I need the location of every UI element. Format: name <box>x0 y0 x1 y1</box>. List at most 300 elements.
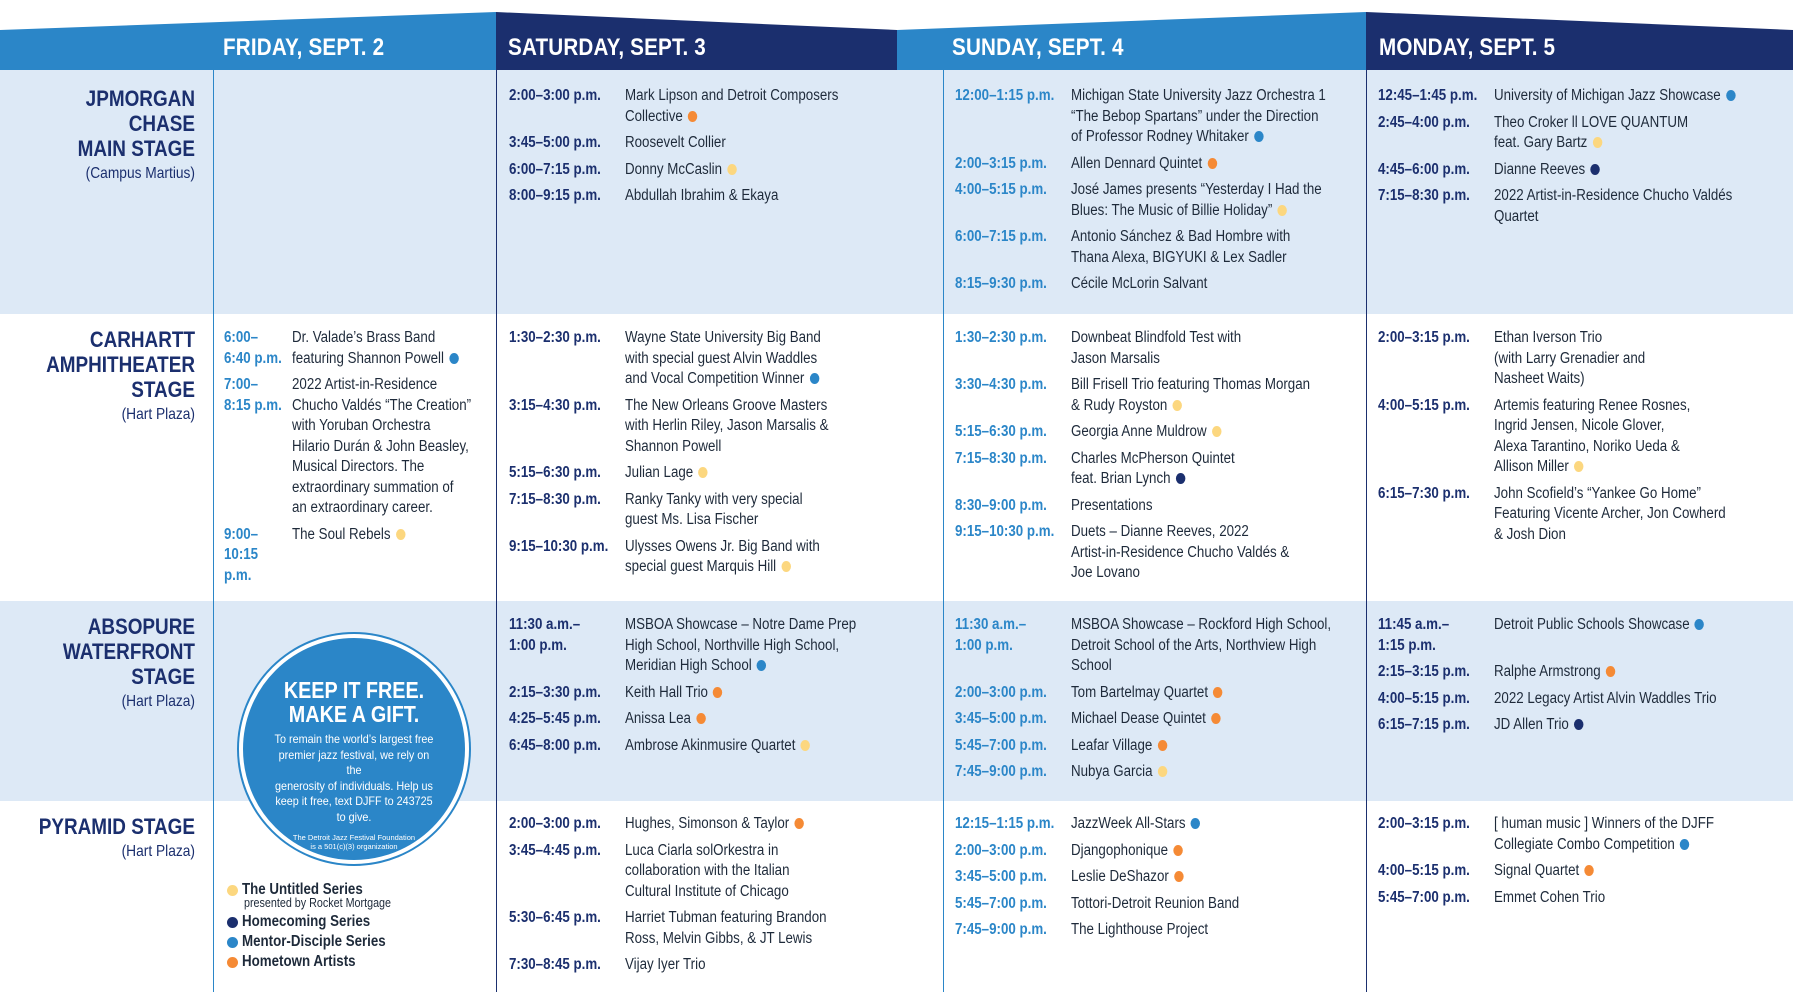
event-row <box>509 133 873 154</box>
blue-dot-icon <box>1726 90 1735 101</box>
blue-dot-icon <box>757 660 766 671</box>
stage-label-waterfront <box>0 614 195 711</box>
event-row <box>955 894 1267 915</box>
event-name-text: Vijay Iyer Trio <box>625 956 706 973</box>
event-name <box>1071 154 1326 175</box>
stage-label-main <box>0 86 195 183</box>
event-row <box>509 841 859 903</box>
event-time: 8:15–9:30 p.m. <box>955 275 1047 292</box>
event-time: 8:30–9:00 p.m. <box>955 496 1047 514</box>
event-time: 7:30–8:45 p.m. <box>509 956 601 973</box>
navy-dot-icon <box>1176 473 1185 484</box>
event-row <box>509 709 894 730</box>
event-name-text: Djangophonique <box>1071 841 1169 859</box>
legend-label: Hometown Artists <box>242 953 356 970</box>
event-name-text: Wayne State University Big Band with special guest Alvin Waddles and Vocal Competition Winner <box>625 329 821 387</box>
event-name <box>1494 888 1714 909</box>
event-name <box>1071 762 1331 783</box>
event-name <box>625 186 838 207</box>
cell-stage3-sun <box>955 814 1267 947</box>
event-row <box>1378 662 1753 683</box>
navy-dot-icon <box>1590 164 1599 175</box>
event-name <box>1071 86 1326 148</box>
event-row <box>1378 160 1775 181</box>
event-time: 6:00– 6:40 p.m. <box>224 329 282 367</box>
event-name <box>1071 274 1326 295</box>
event-row <box>955 328 1349 369</box>
event-row <box>224 328 500 369</box>
stage-name: JPMORGAN CHASE MAIN STAGE <box>77 86 195 161</box>
event-name <box>625 908 827 949</box>
event-name-text: MSBOA Showcase – Rockford High School, Detroit School of the Arts, Northview High School <box>1071 616 1332 674</box>
event-time: 5:45–7:00 p.m. <box>955 894 1047 912</box>
event-time: 7:15–8:30 p.m. <box>955 449 1047 467</box>
cell-stage2-sat <box>509 615 894 762</box>
event-time: 4:00–5:15 p.m. <box>1378 396 1470 414</box>
event-name-text: Tom Bartelmay Quartet <box>1071 683 1209 701</box>
event-name <box>625 955 827 976</box>
event-name <box>625 490 828 531</box>
event-name <box>625 841 827 903</box>
orange-dot-icon <box>1606 666 1615 677</box>
event-name-text: Cécile McLorin Salvant <box>1071 275 1208 292</box>
event-name-text: Anissa Lea <box>625 710 691 727</box>
event-name <box>1494 186 1735 227</box>
event-name-text: John Scofield’s “Yankee Go Home” Featuring Vicente Archer, Jon Cowherd & Josh Dion <box>1494 484 1726 543</box>
orange-dot-icon <box>1207 158 1216 169</box>
event-name <box>1494 160 1735 181</box>
event-row <box>1378 484 1763 546</box>
event-name-text: Tottori-Detroit Reunion Band <box>1071 894 1240 912</box>
event-row <box>1378 689 1753 710</box>
event-name <box>1071 814 1239 835</box>
event-time: 2:15–3:15 p.m. <box>1378 663 1470 680</box>
event-name-text: Keith Hall Trio <box>625 683 708 701</box>
event-name-text: [ human music ] Winners of the DJFF Collegiate Combo Competition <box>1494 815 1715 853</box>
event-name <box>1071 227 1326 268</box>
event-row <box>955 227 1367 268</box>
event-time: 7:45–9:00 p.m. <box>955 921 1047 938</box>
event-name-text: Julian Lage <box>625 464 694 481</box>
event-time: 12:00–1:15 p.m. <box>955 87 1055 104</box>
event-name-text: Michigan State University Jazz Orchestra 1 “The Bebop Spartans” under the Direction of Professor Rodney Whitaker <box>1071 87 1326 145</box>
event-name-text: Hughes, Simonson & Taylor <box>625 815 790 832</box>
event-name-text: Allen Dennard Quintet <box>1071 154 1203 172</box>
event-row <box>1378 888 1750 909</box>
event-name-text: Artemis featuring Renee Rosnes, Ingrid Jensen, Nicole Glover, Alexa Tarantino, Noriko Ueda & Allison Miller <box>1494 396 1691 475</box>
event-row <box>1378 86 1775 107</box>
event-name <box>625 814 827 835</box>
event-time: 11:30 a.m.– 1:00 p.m. <box>955 616 1027 654</box>
event-time: 6:15–7:15 p.m. <box>1378 716 1470 733</box>
event-name <box>625 133 838 154</box>
day-header-monday: MONDAY, SEPT. 5 <box>1379 34 1556 61</box>
event-name-text: Signal Quartet <box>1494 862 1580 879</box>
yellow-dot-icon <box>396 529 405 540</box>
event-row <box>509 186 873 207</box>
stage-label-pyramid <box>0 814 195 861</box>
event-time: 12:15–1:15 p.m. <box>955 815 1055 832</box>
orange-dot-icon <box>1211 713 1220 724</box>
event-row <box>955 867 1267 888</box>
event-name <box>1071 615 1331 677</box>
event-row <box>1378 113 1775 154</box>
event-time: 4:00–5:15 p.m. <box>955 181 1047 198</box>
event-name-text: Luca Ciarla solOrkestra in collaboration with the Italian Cultural Institute of Chicago <box>625 841 790 900</box>
cell-stage2-mon <box>1378 615 1753 742</box>
event-time: 11:45 a.m.– 1:15 p.m. <box>1378 616 1450 654</box>
event-row <box>955 496 1349 517</box>
legend-item-hometown <box>227 952 415 972</box>
blue-dot-icon <box>449 353 458 364</box>
event-name-text: MSBOA Showcase – Notre Dame Prep High School, Northville High School, Meridian High School <box>625 616 857 674</box>
event-name-text: Ranky Tanky with very special guest Ms. Lisa Fischer <box>625 490 803 528</box>
cell-stage1-sun <box>955 328 1349 590</box>
event-time: 1:30–2:30 p.m. <box>955 329 1047 346</box>
stage-name: ABSOPURE WATERFRONT STAGE <box>62 614 195 689</box>
event-row <box>955 274 1367 295</box>
event-time: 12:45–1:45 p.m. <box>1378 87 1478 104</box>
event-time: 5:45–7:00 p.m. <box>1378 888 1470 906</box>
event-row <box>509 160 873 181</box>
event-time: 3:45–4:45 p.m. <box>509 841 601 859</box>
event-time: 2:00–3:00 p.m. <box>955 683 1047 701</box>
yellow-dot-icon <box>1212 426 1221 437</box>
yellow-dot-icon <box>698 467 707 478</box>
event-row <box>1378 715 1753 736</box>
event-name <box>625 160 838 181</box>
event-name <box>625 615 856 677</box>
event-row <box>955 736 1373 757</box>
yellow-dot-icon <box>1574 461 1583 472</box>
event-time: 5:15–6:30 p.m. <box>955 423 1047 440</box>
event-row <box>955 375 1349 416</box>
event-name <box>292 525 471 587</box>
legend-label: The Untitled Series <box>242 881 363 898</box>
event-row <box>509 396 862 458</box>
event-row <box>509 615 894 677</box>
orange-dot-icon <box>1174 871 1183 882</box>
event-row <box>955 920 1267 941</box>
legend-label: Mentor-Disciple Series <box>242 933 386 950</box>
event-row <box>955 154 1367 175</box>
event-name-text: Detroit Public Schools Showcase <box>1494 616 1690 633</box>
event-name-text: Abdullah Ibrahim & Ekaya <box>625 187 779 204</box>
event-name <box>625 709 856 730</box>
event-name <box>1071 422 1310 443</box>
orange-dot-icon <box>227 957 238 968</box>
event-row <box>955 615 1373 677</box>
yellow-dot-icon <box>1172 400 1181 411</box>
event-row <box>509 490 862 531</box>
event-row <box>509 328 862 390</box>
event-time: 4:45–6:00 p.m. <box>1378 160 1470 178</box>
event-name <box>1494 861 1714 882</box>
stage-location: (Hart Plaza) <box>121 406 195 423</box>
event-name-text: Ethan Iverson Trio (with Larry Grenadier and Nasheet Waits) <box>1494 329 1646 387</box>
event-row <box>955 449 1349 490</box>
event-name <box>1494 615 1717 656</box>
event-time: 7:45–9:00 p.m. <box>955 763 1047 780</box>
yellow-dot-icon <box>1593 137 1602 148</box>
event-time: 6:45–8:00 p.m. <box>509 736 601 754</box>
event-name-text: Bill Frisell Trio featuring Thomas Morgan & Rudy Royston <box>1071 376 1311 414</box>
event-row <box>509 908 859 949</box>
event-row <box>955 180 1367 221</box>
orange-dot-icon <box>794 818 803 829</box>
legend-item-mentor <box>227 932 415 952</box>
event-time: 2:00–3:15 p.m. <box>1378 329 1470 346</box>
series-legend <box>227 880 415 972</box>
event-name-text: José James presents “Yesterday I Had the Blues: The Music of Billie Holiday” <box>1071 181 1322 219</box>
event-name <box>1494 86 1735 107</box>
event-name-text: Emmet Cohen Trio <box>1494 888 1606 906</box>
event-name-text: Theo Croker ll LOVE QUANTUM feat. Gary Bartz <box>1494 113 1689 151</box>
event-row <box>1378 328 1763 390</box>
event-time: 4:00–5:15 p.m. <box>1378 862 1470 879</box>
blue-dot-icon <box>227 937 238 948</box>
event-name-text: Michael Dease Quintet <box>1071 710 1206 727</box>
event-name-text: Donny McCaslin <box>625 160 723 178</box>
legend-sublabel: presented by Rocket Mortgage <box>244 896 392 910</box>
event-time: 7:15–8:30 p.m. <box>509 490 601 508</box>
navy-dot-icon <box>227 917 238 928</box>
event-time: 11:30 a.m.– 1:00 p.m. <box>509 616 581 654</box>
event-row <box>509 955 859 976</box>
event-name <box>625 463 828 484</box>
orange-dot-icon <box>713 687 722 698</box>
event-row <box>955 86 1367 148</box>
event-name <box>1494 113 1735 154</box>
event-row <box>1378 186 1775 227</box>
event-row <box>224 525 500 587</box>
event-row <box>955 422 1349 443</box>
event-name <box>625 396 828 458</box>
event-name <box>1494 814 1714 855</box>
navy-dot-icon <box>1574 719 1583 730</box>
event-time: 6:15–7:30 p.m. <box>1378 484 1470 502</box>
event-time: 4:25–5:45 p.m. <box>509 710 601 727</box>
event-time: 9:15–10:30 p.m. <box>509 537 609 555</box>
event-time: 2:15–3:30 p.m. <box>509 683 601 701</box>
event-name <box>1071 180 1326 221</box>
day-header-friday: FRIDAY, SEPT. 2 <box>223 34 385 61</box>
event-time: 8:00–9:15 p.m. <box>509 187 601 204</box>
orange-dot-icon <box>1213 687 1222 698</box>
event-name <box>1071 894 1239 915</box>
yellow-dot-icon <box>227 885 238 896</box>
event-time: 3:30–4:30 p.m. <box>955 376 1047 393</box>
event-time: 9:15–10:30 p.m. <box>955 523 1055 540</box>
legend-item-homecoming <box>227 912 415 932</box>
cell-stage1-mon <box>1378 328 1763 551</box>
event-time: 2:00–3:00 p.m. <box>509 87 601 104</box>
event-name <box>1071 496 1310 517</box>
event-name-text: The Soul Rebels <box>292 525 391 543</box>
cell-stage3-mon <box>1378 814 1750 914</box>
yellow-dot-icon <box>727 164 736 175</box>
event-name <box>1494 715 1717 736</box>
event-name-text: Presentations <box>1071 496 1153 514</box>
event-time: 1:30–2:30 p.m. <box>509 329 601 346</box>
event-time: 3:45–5:00 p.m. <box>955 868 1047 885</box>
event-time: 2:00–3:00 p.m. <box>509 815 601 832</box>
donate-body: To remain the world’s largest free premier jazz festival, we rely on the generosity of individuals. Help us keep it free, text DJFF to 243725 to give. <box>274 732 434 824</box>
event-row <box>1378 861 1750 882</box>
cell-stage3-sat <box>509 814 859 982</box>
event-row <box>509 537 862 578</box>
event-time: 6:00–7:15 p.m. <box>955 228 1047 245</box>
event-name <box>292 375 471 519</box>
event-name-text: Roosevelt Collier <box>625 134 726 151</box>
event-name-text: Leafar Village <box>1071 736 1153 754</box>
event-name <box>1494 328 1726 390</box>
event-time: 2:00–3:15 p.m. <box>955 154 1047 172</box>
event-row <box>509 814 859 835</box>
stage-name: PYRAMID STAGE <box>38 814 195 839</box>
divider-sat-sun <box>943 70 944 992</box>
event-name <box>1071 709 1331 730</box>
blue-dot-icon <box>1191 818 1200 829</box>
event-time: 3:15–4:30 p.m. <box>509 396 601 414</box>
stage-location: (Campus Martius) <box>85 165 195 182</box>
event-name-text: Harriet Tubman featuring Brandon Ross, Melvin Gibbs, & JT Lewis <box>625 909 827 947</box>
donate-title: KEEP IT FREE. MAKE A GIFT. <box>283 677 425 727</box>
event-name <box>625 537 828 578</box>
event-name <box>1071 867 1239 888</box>
event-name <box>1494 484 1726 546</box>
day-header-sunday: SUNDAY, SEPT. 4 <box>952 34 1124 61</box>
event-time: 3:45–5:00 p.m. <box>955 710 1047 727</box>
event-time: 5:15–6:30 p.m. <box>509 464 601 481</box>
event-name <box>1494 396 1726 478</box>
event-name <box>1071 736 1331 757</box>
orange-dot-icon <box>1173 845 1182 856</box>
day-header-saturday: SATURDAY, SEPT. 3 <box>508 34 706 61</box>
event-name-text: Antonio Sánchez & Bad Hombre with Thana Alexa, BIGYUKI & Lex Sadler <box>1071 228 1291 266</box>
event-name <box>1071 920 1239 941</box>
event-time: 3:45–5:00 p.m. <box>509 134 601 151</box>
event-name <box>1494 662 1717 683</box>
orange-dot-icon <box>696 713 705 724</box>
yellow-dot-icon <box>1277 205 1286 216</box>
stage-location: (Hart Plaza) <box>121 693 195 710</box>
yellow-dot-icon <box>781 561 790 572</box>
divider-stage-fri <box>213 70 214 992</box>
cell-stage2-sun <box>955 615 1373 789</box>
event-time: 6:00–7:15 p.m. <box>509 160 601 178</box>
event-name-text: Ambrose Akinmusire Quartet <box>625 736 796 754</box>
event-name-text: Dianne Reeves <box>1494 160 1586 178</box>
event-time: 2:45–4:00 p.m. <box>1378 113 1470 131</box>
event-name-text: Leslie DeShazor <box>1071 868 1169 885</box>
event-row <box>955 709 1373 730</box>
event-name <box>625 86 838 127</box>
event-name <box>625 736 856 757</box>
legend-label: Homecoming Series <box>242 913 371 930</box>
event-name-text: 2022 Artist-in-Residence Chucho Valdés Quartet <box>1494 187 1733 225</box>
event-name <box>1071 328 1310 369</box>
event-name-text: 2022 Artist-in-Residence Chucho Valdés “The Creation” with Yoruban Orchestra Hilario Durán & John Beasley, Musical Directors. The extraordinary summation of an extraordinary career. <box>292 376 472 516</box>
cell-stage1-fri <box>224 328 500 592</box>
cell-stage0-sat <box>509 86 873 213</box>
event-row <box>509 683 894 704</box>
event-row <box>955 522 1349 584</box>
event-time: 2:00–3:15 p.m. <box>1378 815 1470 832</box>
orange-dot-icon <box>1584 865 1593 876</box>
event-row <box>224 375 500 519</box>
event-name <box>1494 689 1717 710</box>
event-row <box>955 814 1267 835</box>
donate-badge[interactable] <box>239 634 469 864</box>
event-name <box>1071 375 1310 416</box>
event-time: 9:00– 10:15 p.m. <box>224 525 259 584</box>
event-name-text: Ralphe Armstrong <box>1494 663 1601 680</box>
blue-dot-icon <box>1695 619 1704 630</box>
event-time: 5:30–6:45 p.m. <box>509 909 601 926</box>
event-name-text: Downbeat Blindfold Test with Jason Marsalis <box>1071 329 1242 367</box>
donate-foot: The Detroit Jazz Festival Foundation is a 501(c)(3) organization <box>292 833 416 851</box>
event-name <box>1071 449 1310 490</box>
stage-name: CARHARTT AMPHITHEATER STAGE <box>46 327 195 402</box>
event-time: 7:00– 8:15 p.m. <box>224 376 282 414</box>
event-name-text: Duets – Dianne Reeves, 2022 Artist-in-Residence Chucho Valdés & Joe Lovano <box>1071 523 1290 581</box>
event-row <box>509 463 862 484</box>
event-name <box>1071 841 1239 862</box>
orange-dot-icon <box>1157 740 1166 751</box>
event-name-text: Georgia Anne Muldrow <box>1071 423 1207 440</box>
blue-dot-icon <box>1254 131 1263 142</box>
event-name <box>625 683 856 704</box>
event-row <box>509 736 894 757</box>
cell-stage0-sun <box>955 86 1367 301</box>
event-time: 5:45–7:00 p.m. <box>955 736 1047 754</box>
event-time: 7:15–8:30 p.m. <box>1378 187 1470 204</box>
blue-dot-icon <box>1680 839 1689 850</box>
event-name-text: JazzWeek All-Stars <box>1071 815 1186 832</box>
event-name-text: Dr. Valade’s Brass Band featuring Shannon Powell <box>292 329 444 367</box>
event-row <box>509 86 873 127</box>
event-name-text: JD Allen Trio <box>1494 716 1569 733</box>
event-name-text: Ulysses Owens Jr. Big Band with special guest Marquis Hill <box>625 537 820 575</box>
event-name <box>1071 683 1331 704</box>
stage-label-carhartt <box>0 327 195 424</box>
event-name-text: 2022 Legacy Artist Alvin Waddles Trio <box>1494 689 1717 707</box>
day-header <box>0 0 1793 70</box>
event-name <box>625 328 828 390</box>
event-row <box>1378 396 1763 478</box>
event-name <box>1071 522 1310 584</box>
cell-stage0-mon <box>1378 86 1775 233</box>
event-row <box>1378 814 1750 855</box>
cell-stage1-sat <box>509 328 862 584</box>
event-name-text: Nubya Garcia <box>1071 763 1153 780</box>
yellow-dot-icon <box>1158 766 1167 777</box>
event-name-text: University of Michigan Jazz Showcase <box>1494 87 1721 104</box>
event-row <box>955 762 1373 783</box>
event-time: 2:00–3:00 p.m. <box>955 841 1047 859</box>
event-name-text: The Lighthouse Project <box>1071 921 1209 938</box>
event-row <box>955 841 1267 862</box>
event-name-text: Charles McPherson Quintet feat. Brian Lynch <box>1071 449 1235 487</box>
blue-dot-icon <box>809 373 818 384</box>
event-name-text: Mark Lipson and Detroit Composers Collective <box>625 87 839 125</box>
event-row <box>1378 615 1753 656</box>
event-name-text: The New Orleans Groove Masters with Herlin Riley, Jason Marsalis & Shannon Powell <box>625 396 829 455</box>
stage-location: (Hart Plaza) <box>121 843 195 860</box>
event-name <box>292 328 471 369</box>
event-time: 4:00–5:15 p.m. <box>1378 689 1470 707</box>
